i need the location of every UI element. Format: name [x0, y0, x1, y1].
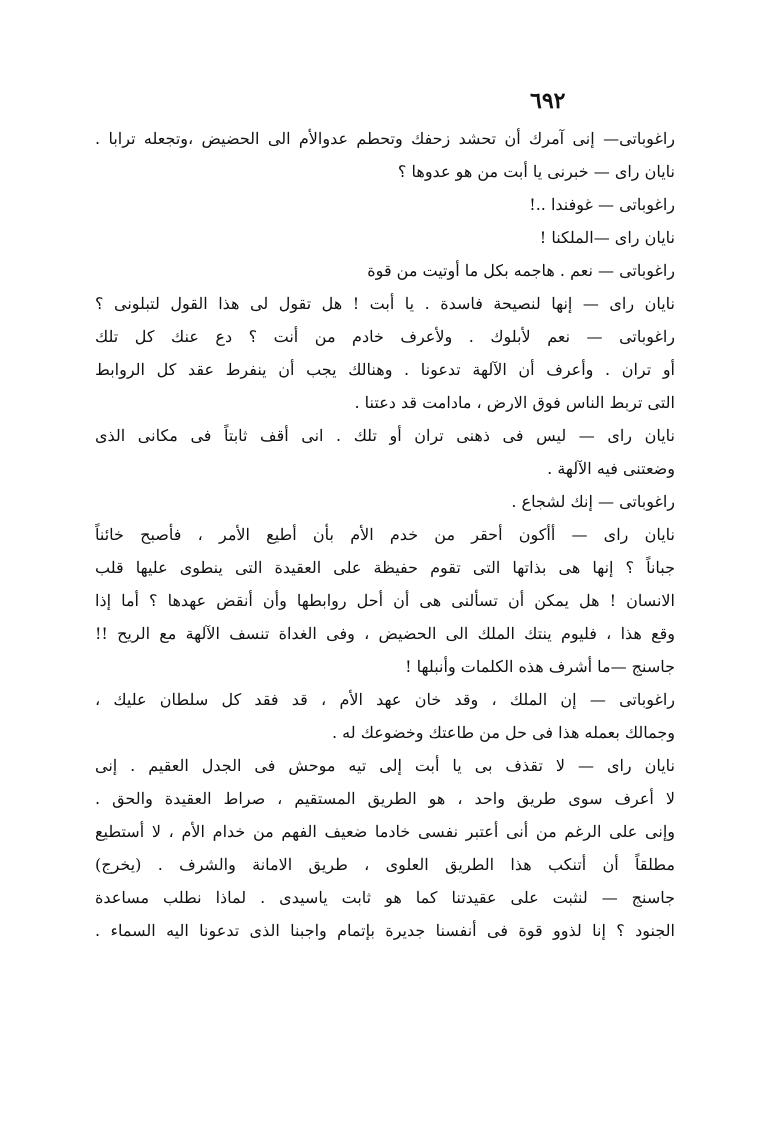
text-line: راغوباتى — إن الملك ، وقد خان عهد الأم ، قد فقد كل سلطان عليك ،	[95, 690, 675, 709]
text-line: جباناً ؟ إنها هى بذاتها التى تقوم حفيظة على العقيدة التى ينطوى عليها قلب	[95, 558, 675, 577]
text-line: راغوباتى — إنك لشجاع .	[511, 492, 675, 511]
text-line: وضعتنى فيه الآلهة .	[547, 459, 675, 478]
page-number: ٦٩٢	[530, 88, 566, 114]
text-line: نايان راى — خبرنى يا أبت من هو عدوها ؟	[397, 162, 675, 181]
text-line: نايان راى — ليس فى ذهنى تران أو تلك . انى أقف ثابتاً فى مكانى الذى	[95, 426, 675, 445]
text-line: لا أعرف سوى طريق واحد ، هو الطريق المستقيم ، صراط العقيدة والحق .	[95, 789, 675, 808]
text-line: نايان راى — إنها لنصيحة فاسدة . يا أبت ! هل تقول لى هذا القول لتبلونى ؟	[95, 294, 675, 313]
text-line: وجمالك بعمله هذا فى حل من طاعتك وخضوعك له .	[332, 723, 675, 742]
text-line: جاسنج — لنثبت على عقيدتنا كما هو ثابت ياسيدى . لماذا نطلب مساعدة	[95, 888, 675, 907]
text-line: الانسان ! هل يمكن أن تسألنى هى أن أحل روابطها وأن أنقض عهدها ؟ أما إذا	[95, 591, 675, 610]
text-line: راغوباتى — نعم لأبلوك . ولأعرف خادم من أنت ؟ دع عنك كل تلك	[95, 327, 675, 346]
dialogue-text-block	[95, 122, 675, 947]
text-line: أو تران . وأعرف أن الآلهة تدعونا . وهنالك يجب أن ينفرط عقد كل الروابط	[95, 360, 675, 379]
text-line: راغوباتى — غوفندا ..!	[529, 195, 675, 214]
text-line: مطلقاً أن أتنكب هذا الطريق العلوى ، طريق الامانة والشرف . (يخرج)	[95, 855, 675, 874]
text-line: راغوباتى — نعم . هاجمه بكل ما أوتيت من قوة	[367, 261, 675, 280]
text-line: نايان راى — لا تقذف بى يا أبت إلى تيه موحش فى الجدل العقيم . إنى	[95, 756, 675, 775]
text-line: التى تربط الناس فوق الارض ، مادامت قد دعتنا .	[354, 393, 675, 412]
text-line: جاسنج —ما أشرف هذه الكلمات وأنبلها !	[405, 657, 675, 676]
text-line: الجنود ؟ إنا لذوو قوة فى أنفسنا جديرة بإتمام واجبنا الذى تدعونا اليه السماء .	[95, 921, 675, 940]
text-line: وقع هذا ، فليوم ينتك الملك الى الحضيض ، وفى الغداة تنسف الآلهة مع الريح !!	[95, 624, 675, 643]
text-line: نايان راى —الملكنا !	[539, 228, 675, 247]
text-line: وإنى على الرغم من أنى أعتبر نفسى خادما ضعيف الفهم من خدام الأم ، لا أستطيع	[95, 822, 675, 841]
text-line: نايان راى — أأكون أحقر من خدم الأم بأن أطيع الأمر ، فأصبح خائناً	[95, 525, 675, 544]
text-line: راغوباتى— إنى آمرك أن تحشد زحفك وتحطم عدوالأم الى الحضيض ،وتجعله ترابا .	[95, 129, 675, 148]
